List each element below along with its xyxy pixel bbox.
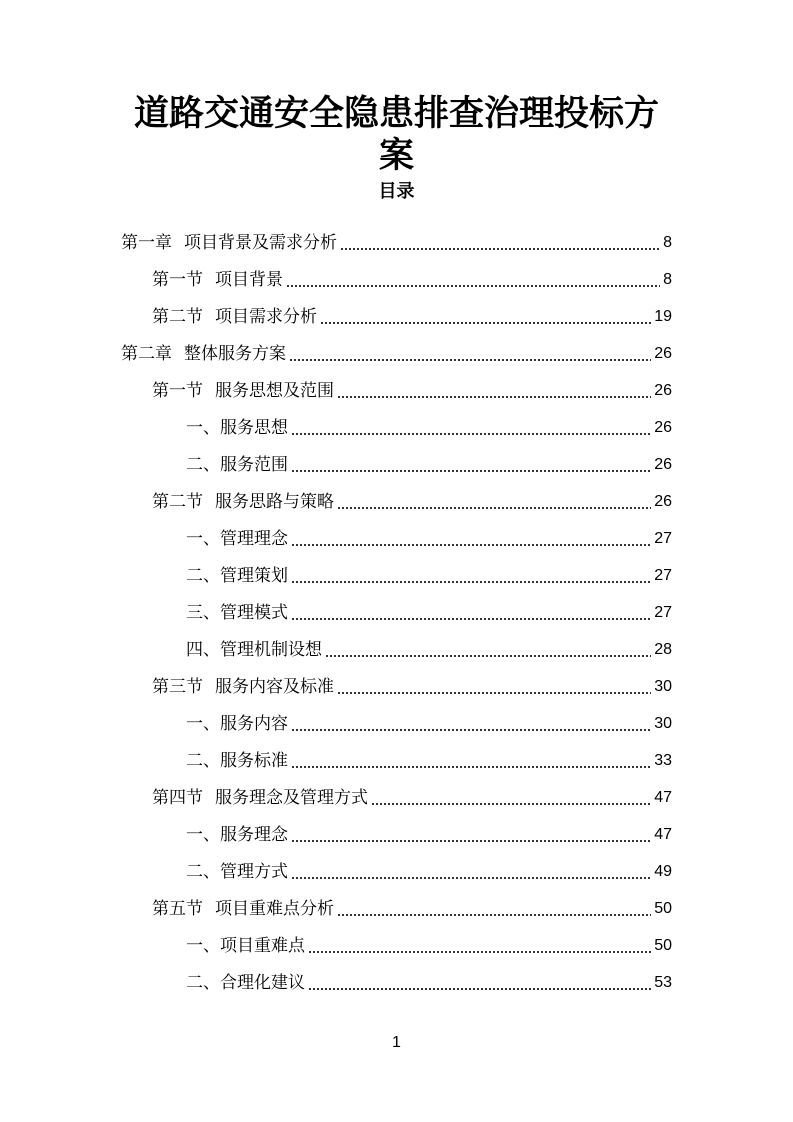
toc-entry[interactable] (152, 291, 672, 328)
toc-entry[interactable] (186, 957, 672, 994)
toc-entry-page: 30 (654, 715, 672, 732)
document-title: 道路交通安全隐患排查治理投标方 (133, 94, 659, 134)
dot-leader (291, 766, 651, 768)
toc-entry-number: 二、 (186, 455, 220, 475)
toc-entry[interactable] (152, 883, 672, 920)
toc-entry-number: 第五节 (152, 899, 203, 919)
toc-entry-title: 服务内容及标准 (215, 677, 334, 697)
toc-entry[interactable] (186, 698, 672, 735)
toc-entry-title: 项目背景及需求分析 (184, 233, 337, 253)
toc-entry-title: 服务理念 (220, 825, 288, 845)
toc-entry[interactable] (152, 476, 672, 513)
toc-entry-title: 管理理念 (220, 529, 288, 549)
page-number: 1 (392, 1034, 401, 1051)
dot-leader (308, 951, 651, 953)
toc-entry-number: 二、 (186, 862, 220, 882)
toc-entry[interactable] (121, 328, 672, 365)
dot-leader (325, 655, 651, 657)
toc-entry-number: 四、 (186, 640, 220, 660)
toc-entry-title: 项目重难点 (220, 936, 305, 956)
toc-entry-number: 第一节 (152, 270, 203, 290)
toc-entry-number: 一、 (186, 936, 220, 956)
toc-entry-title: 项目重难点分析 (215, 899, 334, 919)
toc-entry[interactable] (186, 439, 672, 476)
toc-entry-title: 管理机制设想 (220, 640, 322, 660)
toc-entry-number: 一、 (186, 529, 220, 549)
toc-entry-number: 二、 (186, 751, 220, 771)
toc-entry-title: 服务内容 (220, 714, 288, 734)
toc-entry-page: 47 (654, 826, 672, 843)
toc-entry-number: 第二节 (152, 307, 203, 327)
toc-entry[interactable] (186, 846, 672, 883)
toc-entry[interactable] (186, 735, 672, 772)
dot-leader (289, 359, 651, 361)
dot-leader (337, 914, 651, 916)
toc-entry-page: 26 (654, 493, 672, 510)
toc-entry-page: 28 (654, 641, 672, 658)
toc-entry-number: 二、 (186, 566, 220, 586)
toc-entry-number: 第一章 (121, 233, 172, 253)
dot-leader (371, 803, 651, 805)
toc-entry-number: 三、 (186, 603, 220, 623)
toc-entry-page: 53 (654, 974, 672, 991)
toc-entry-number: 第四节 (152, 788, 203, 808)
dot-leader (291, 877, 651, 879)
toc-entry-page: 33 (654, 752, 672, 769)
dot-leader (291, 618, 651, 620)
toc-entry-title: 服务思路与策略 (215, 492, 334, 512)
dot-leader (337, 692, 651, 694)
toc-entry-number: 第三节 (152, 677, 203, 697)
dot-leader (320, 322, 651, 324)
toc-entry-title: 服务标准 (220, 751, 288, 771)
toc-entry[interactable] (186, 550, 672, 587)
toc-entry-page: 26 (654, 345, 672, 362)
toc-entry[interactable] (186, 920, 672, 957)
dot-leader (291, 581, 651, 583)
toc-entry-page: 26 (654, 419, 672, 436)
toc-entry-page: 27 (654, 604, 672, 621)
dot-leader (291, 470, 651, 472)
toc-entry-page: 50 (654, 937, 672, 954)
dot-leader (308, 988, 651, 990)
toc-entry[interactable] (186, 809, 672, 846)
toc-entry-page: 50 (654, 900, 672, 917)
toc-entry-title: 服务理念及管理方式 (215, 788, 368, 808)
toc-entry[interactable] (186, 624, 672, 661)
toc-entry-page: 27 (654, 567, 672, 584)
dot-leader (286, 285, 660, 287)
toc-heading: 目录 (378, 181, 415, 202)
toc-entry-page: 8 (663, 271, 672, 288)
toc-entry[interactable] (186, 587, 672, 624)
toc-entry-title: 服务思想 (220, 418, 288, 438)
toc-entry-page: 8 (663, 234, 672, 251)
dot-leader (291, 433, 651, 435)
toc-entry-title: 合理化建议 (220, 973, 305, 993)
dot-leader (337, 396, 651, 398)
toc-entry-number: 第二节 (152, 492, 203, 512)
toc-entry-page: 27 (654, 530, 672, 547)
toc-entry[interactable] (121, 217, 672, 254)
toc-entry-number: 一、 (186, 825, 220, 845)
toc-entry-number: 一、 (186, 714, 220, 734)
toc-entry-page: 47 (654, 789, 672, 806)
toc-entry[interactable] (152, 661, 672, 698)
dot-leader (291, 544, 651, 546)
toc-entry-number: 一、 (186, 418, 220, 438)
toc-entry-title: 管理模式 (220, 603, 288, 623)
toc-entry-title: 整体服务方案 (184, 344, 286, 364)
toc-entry-page: 30 (654, 678, 672, 695)
toc-entry-page: 26 (654, 382, 672, 399)
toc-entry[interactable] (152, 365, 672, 402)
dot-leader (291, 729, 651, 731)
toc-entry-title: 项目背景 (215, 270, 283, 290)
toc-entry-number: 第一节 (152, 381, 203, 401)
toc-entry-page: 49 (654, 863, 672, 880)
document-title-continued: 案 (378, 136, 414, 176)
toc-entry-title: 服务思想及范围 (215, 381, 334, 401)
toc-entry-title: 服务范围 (220, 455, 288, 475)
toc-entry-page: 26 (654, 456, 672, 473)
toc-entry[interactable] (186, 513, 672, 550)
dot-leader (337, 507, 651, 509)
toc-entry[interactable] (186, 402, 672, 439)
toc-entry-title: 项目需求分析 (215, 307, 317, 327)
toc-entry-number: 二、 (186, 973, 220, 993)
toc-entry-page: 19 (654, 308, 672, 325)
dot-leader (291, 840, 651, 842)
toc-entry-title: 管理策划 (220, 566, 288, 586)
toc-entry[interactable] (152, 254, 672, 291)
toc-entry[interactable] (152, 772, 672, 809)
toc-entry-number: 第二章 (121, 344, 172, 364)
dot-leader (340, 248, 660, 250)
toc-entry-title: 管理方式 (220, 862, 288, 882)
